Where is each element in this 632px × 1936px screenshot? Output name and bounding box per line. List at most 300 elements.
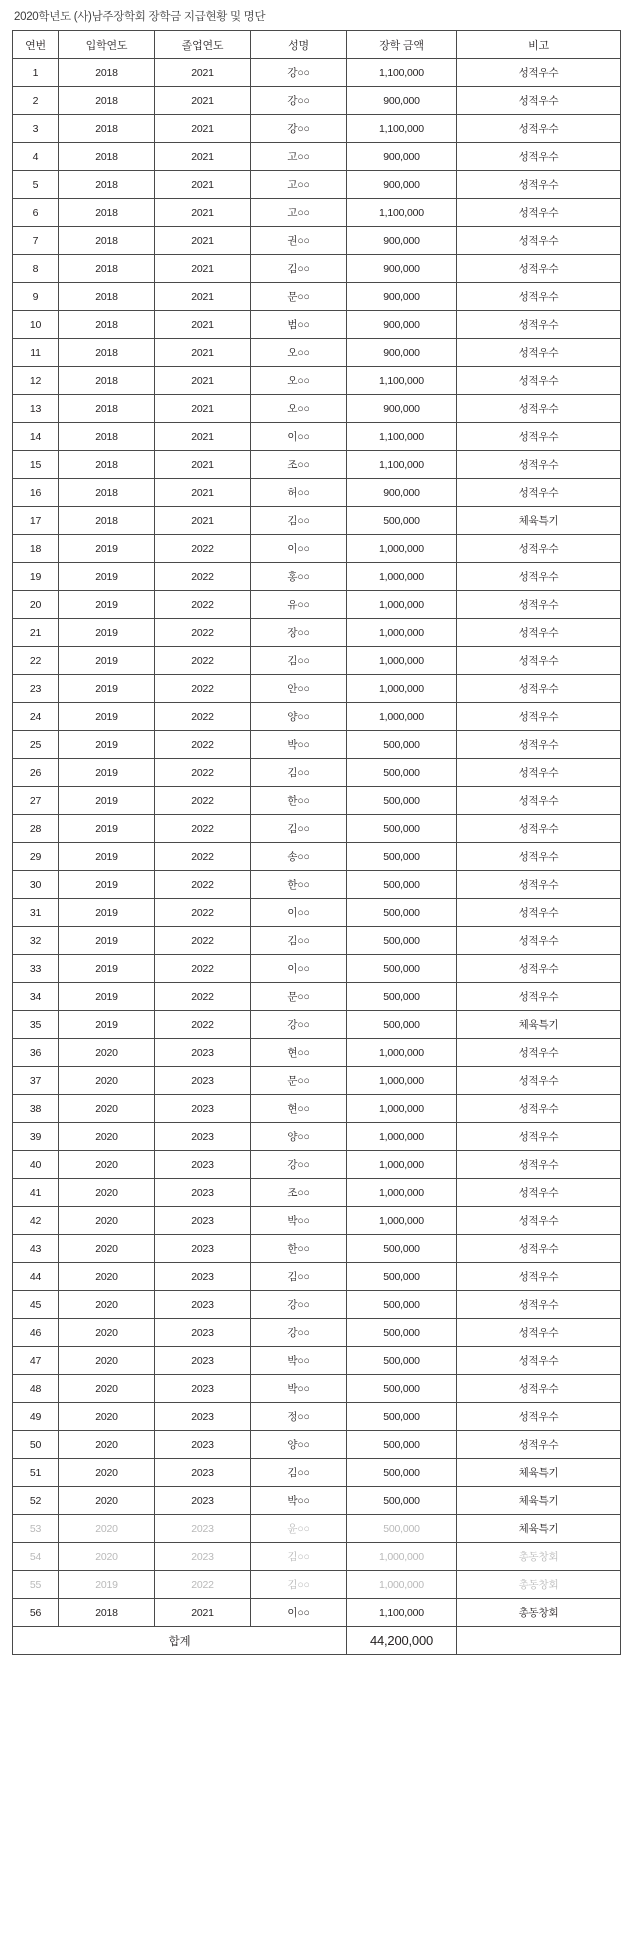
cell-graduation-year: 2023 bbox=[155, 1151, 251, 1179]
cell-no: 53 bbox=[13, 1515, 59, 1543]
cell-note: 성적우수 bbox=[457, 535, 621, 563]
total-row bbox=[13, 1627, 621, 1655]
cell-no: 36 bbox=[13, 1039, 59, 1067]
cell-no: 38 bbox=[13, 1095, 59, 1123]
scholarship-table bbox=[12, 30, 621, 1655]
column-header-name: 성명 bbox=[251, 31, 347, 59]
cell-amount: 500,000 bbox=[347, 1291, 457, 1319]
cell-name: 김○○ bbox=[251, 1571, 347, 1599]
cell-admission-year: 2019 bbox=[59, 563, 155, 591]
cell-note: 성적우수 bbox=[457, 647, 621, 675]
cell-admission-year: 2020 bbox=[59, 1095, 155, 1123]
cell-name: 강○○ bbox=[251, 115, 347, 143]
cell-graduation-year: 2021 bbox=[155, 59, 251, 87]
cell-note: 성적우수 bbox=[457, 1151, 621, 1179]
cell-note: 성적우수 bbox=[457, 451, 621, 479]
cell-note: 성적우수 bbox=[457, 311, 621, 339]
cell-no: 7 bbox=[13, 227, 59, 255]
cell-amount: 500,000 bbox=[347, 507, 457, 535]
cell-name: 양○○ bbox=[251, 1431, 347, 1459]
cell-amount: 500,000 bbox=[347, 815, 457, 843]
cell-no: 20 bbox=[13, 591, 59, 619]
cell-admission-year: 2020 bbox=[59, 1403, 155, 1431]
cell-graduation-year: 2023 bbox=[155, 1095, 251, 1123]
cell-no: 39 bbox=[13, 1123, 59, 1151]
table-row bbox=[13, 535, 621, 563]
cell-note: 성적우수 bbox=[457, 1319, 621, 1347]
table-row bbox=[13, 59, 621, 87]
cell-admission-year: 2020 bbox=[59, 1431, 155, 1459]
cell-admission-year: 2020 bbox=[59, 1543, 155, 1571]
cell-name: 오○○ bbox=[251, 395, 347, 423]
column-header-graduation-year: 졸업연도 bbox=[155, 31, 251, 59]
cell-graduation-year: 2022 bbox=[155, 983, 251, 1011]
cell-amount: 500,000 bbox=[347, 1319, 457, 1347]
cell-admission-year: 2020 bbox=[59, 1039, 155, 1067]
cell-amount: 500,000 bbox=[347, 759, 457, 787]
cell-admission-year: 2018 bbox=[59, 367, 155, 395]
cell-amount: 1,000,000 bbox=[347, 1151, 457, 1179]
cell-note: 체육특기 bbox=[457, 1459, 621, 1487]
cell-name: 유○○ bbox=[251, 591, 347, 619]
cell-admission-year: 2020 bbox=[59, 1067, 155, 1095]
cell-amount: 500,000 bbox=[347, 1263, 457, 1291]
cell-name: 이○○ bbox=[251, 423, 347, 451]
cell-no: 5 bbox=[13, 171, 59, 199]
cell-graduation-year: 2021 bbox=[155, 507, 251, 535]
cell-no: 37 bbox=[13, 1067, 59, 1095]
cell-no: 16 bbox=[13, 479, 59, 507]
table-row bbox=[13, 423, 621, 451]
page-title: 2020학년도 (사)남주장학회 장학금 지급현황 및 명단 bbox=[14, 11, 266, 23]
cell-amount: 500,000 bbox=[347, 1487, 457, 1515]
cell-note: 성적우수 bbox=[457, 1095, 621, 1123]
cell-admission-year: 2019 bbox=[59, 731, 155, 759]
cell-name: 박○○ bbox=[251, 1487, 347, 1515]
cell-note: 성적우수 bbox=[457, 927, 621, 955]
table-row bbox=[13, 927, 621, 955]
table-row bbox=[13, 899, 621, 927]
cell-no: 13 bbox=[13, 395, 59, 423]
cell-graduation-year: 2022 bbox=[155, 787, 251, 815]
cell-admission-year: 2019 bbox=[59, 703, 155, 731]
table-row bbox=[13, 591, 621, 619]
cell-amount: 500,000 bbox=[347, 1011, 457, 1039]
cell-note: 성적우수 bbox=[457, 787, 621, 815]
table-header-row bbox=[13, 31, 621, 59]
total-label: 합계 bbox=[13, 1627, 347, 1655]
cell-no: 54 bbox=[13, 1543, 59, 1571]
table-row bbox=[13, 1095, 621, 1123]
cell-note: 성적우수 bbox=[457, 1179, 621, 1207]
cell-amount: 1,000,000 bbox=[347, 1543, 457, 1571]
table-row bbox=[13, 283, 621, 311]
cell-admission-year: 2019 bbox=[59, 591, 155, 619]
cell-no: 29 bbox=[13, 843, 59, 871]
table-row bbox=[13, 1599, 621, 1627]
table-row bbox=[13, 1375, 621, 1403]
cell-name: 안○○ bbox=[251, 675, 347, 703]
cell-amount: 500,000 bbox=[347, 1515, 457, 1543]
cell-no: 34 bbox=[13, 983, 59, 1011]
cell-admission-year: 2020 bbox=[59, 1319, 155, 1347]
cell-admission-year: 2018 bbox=[59, 199, 155, 227]
table-row bbox=[13, 871, 621, 899]
cell-graduation-year: 2022 bbox=[155, 815, 251, 843]
cell-admission-year: 2018 bbox=[59, 283, 155, 311]
cell-name: 김○○ bbox=[251, 1543, 347, 1571]
cell-note: 성적우수 bbox=[457, 1263, 621, 1291]
cell-amount: 500,000 bbox=[347, 1375, 457, 1403]
cell-graduation-year: 2022 bbox=[155, 1011, 251, 1039]
cell-amount: 1,100,000 bbox=[347, 115, 457, 143]
cell-note: 성적우수 bbox=[457, 171, 621, 199]
table-row bbox=[13, 1403, 621, 1431]
cell-graduation-year: 2023 bbox=[155, 1487, 251, 1515]
table-row bbox=[13, 1123, 621, 1151]
cell-note: 성적우수 bbox=[457, 339, 621, 367]
cell-name: 김○○ bbox=[251, 507, 347, 535]
cell-graduation-year: 2021 bbox=[155, 115, 251, 143]
cell-no: 26 bbox=[13, 759, 59, 787]
cell-amount: 1,100,000 bbox=[347, 451, 457, 479]
cell-admission-year: 2019 bbox=[59, 815, 155, 843]
column-header-note: 비고 bbox=[457, 31, 621, 59]
cell-note: 성적우수 bbox=[457, 423, 621, 451]
cell-note: 성적우수 bbox=[457, 115, 621, 143]
cell-admission-year: 2018 bbox=[59, 339, 155, 367]
cell-note: 성적우수 bbox=[457, 227, 621, 255]
cell-no: 4 bbox=[13, 143, 59, 171]
cell-admission-year: 2019 bbox=[59, 535, 155, 563]
cell-no: 47 bbox=[13, 1347, 59, 1375]
cell-no: 22 bbox=[13, 647, 59, 675]
cell-note: 성적우수 bbox=[457, 983, 621, 1011]
cell-no: 50 bbox=[13, 1431, 59, 1459]
cell-graduation-year: 2022 bbox=[155, 731, 251, 759]
table-row bbox=[13, 1571, 621, 1599]
cell-no: 42 bbox=[13, 1207, 59, 1235]
cell-note: 성적우수 bbox=[457, 1347, 621, 1375]
cell-admission-year: 2018 bbox=[59, 311, 155, 339]
cell-admission-year: 2019 bbox=[59, 983, 155, 1011]
cell-amount: 900,000 bbox=[347, 143, 457, 171]
cell-admission-year: 2019 bbox=[59, 955, 155, 983]
cell-admission-year: 2018 bbox=[59, 507, 155, 535]
cell-name: 한○○ bbox=[251, 871, 347, 899]
table-row bbox=[13, 703, 621, 731]
cell-no: 11 bbox=[13, 339, 59, 367]
cell-name: 이○○ bbox=[251, 899, 347, 927]
cell-amount: 1,000,000 bbox=[347, 1039, 457, 1067]
cell-graduation-year: 2023 bbox=[155, 1123, 251, 1151]
column-header-no: 연번 bbox=[13, 31, 59, 59]
cell-note: 성적우수 bbox=[457, 955, 621, 983]
cell-admission-year: 2020 bbox=[59, 1235, 155, 1263]
cell-name: 김○○ bbox=[251, 815, 347, 843]
cell-amount: 900,000 bbox=[347, 395, 457, 423]
cell-admission-year: 2019 bbox=[59, 1011, 155, 1039]
cell-amount: 900,000 bbox=[347, 227, 457, 255]
cell-name: 박○○ bbox=[251, 1375, 347, 1403]
table-row bbox=[13, 395, 621, 423]
cell-amount: 900,000 bbox=[347, 87, 457, 115]
cell-name: 이○○ bbox=[251, 1599, 347, 1627]
cell-amount: 1,000,000 bbox=[347, 535, 457, 563]
table-row bbox=[13, 955, 621, 983]
cell-graduation-year: 2021 bbox=[155, 1599, 251, 1627]
cell-amount: 500,000 bbox=[347, 787, 457, 815]
cell-note: 성적우수 bbox=[457, 1291, 621, 1319]
cell-no: 44 bbox=[13, 1263, 59, 1291]
cell-name: 윤○○ bbox=[251, 1515, 347, 1543]
cell-admission-year: 2020 bbox=[59, 1207, 155, 1235]
cell-amount: 1,000,000 bbox=[347, 1179, 457, 1207]
cell-note: 성적우수 bbox=[457, 1403, 621, 1431]
cell-note: 성적우수 bbox=[457, 843, 621, 871]
total-note-blank bbox=[457, 1627, 621, 1655]
cell-name: 김○○ bbox=[251, 759, 347, 787]
cell-note: 성적우수 bbox=[457, 1235, 621, 1263]
cell-graduation-year: 2021 bbox=[155, 227, 251, 255]
cell-no: 2 bbox=[13, 87, 59, 115]
cell-note: 체육특기 bbox=[457, 1011, 621, 1039]
table-row bbox=[13, 143, 621, 171]
cell-no: 17 bbox=[13, 507, 59, 535]
cell-admission-year: 2019 bbox=[59, 787, 155, 815]
table-row bbox=[13, 227, 621, 255]
cell-admission-year: 2018 bbox=[59, 423, 155, 451]
cell-amount: 1,000,000 bbox=[347, 675, 457, 703]
cell-graduation-year: 2023 bbox=[155, 1403, 251, 1431]
cell-admission-year: 2018 bbox=[59, 1599, 155, 1627]
table-row bbox=[13, 1319, 621, 1347]
table-row bbox=[13, 367, 621, 395]
cell-graduation-year: 2021 bbox=[155, 87, 251, 115]
table-row bbox=[13, 255, 621, 283]
cell-note: 성적우수 bbox=[457, 143, 621, 171]
cell-name: 문○○ bbox=[251, 983, 347, 1011]
cell-graduation-year: 2022 bbox=[155, 1571, 251, 1599]
table-row bbox=[13, 1347, 621, 1375]
table-row bbox=[13, 843, 621, 871]
table-header bbox=[13, 31, 621, 59]
cell-admission-year: 2018 bbox=[59, 87, 155, 115]
cell-no: 46 bbox=[13, 1319, 59, 1347]
table-row bbox=[13, 647, 621, 675]
cell-amount: 900,000 bbox=[347, 283, 457, 311]
cell-amount: 1,000,000 bbox=[347, 619, 457, 647]
cell-amount: 500,000 bbox=[347, 731, 457, 759]
table-row bbox=[13, 171, 621, 199]
cell-amount: 500,000 bbox=[347, 927, 457, 955]
cell-amount: 900,000 bbox=[347, 479, 457, 507]
cell-no: 28 bbox=[13, 815, 59, 843]
cell-no: 31 bbox=[13, 899, 59, 927]
cell-admission-year: 2020 bbox=[59, 1347, 155, 1375]
cell-note: 성적우수 bbox=[457, 563, 621, 591]
cell-note: 총동창회 bbox=[457, 1543, 621, 1571]
cell-note: 성적우수 bbox=[457, 731, 621, 759]
cell-graduation-year: 2021 bbox=[155, 395, 251, 423]
cell-no: 52 bbox=[13, 1487, 59, 1515]
total-amount: 44,200,000 bbox=[347, 1627, 457, 1655]
cell-no: 41 bbox=[13, 1179, 59, 1207]
cell-no: 18 bbox=[13, 535, 59, 563]
cell-graduation-year: 2021 bbox=[155, 143, 251, 171]
table-row bbox=[13, 1067, 621, 1095]
cell-note: 성적우수 bbox=[457, 283, 621, 311]
cell-name: 송○○ bbox=[251, 843, 347, 871]
cell-note: 성적우수 bbox=[457, 1207, 621, 1235]
cell-name: 김○○ bbox=[251, 255, 347, 283]
cell-admission-year: 2019 bbox=[59, 843, 155, 871]
cell-admission-year: 2020 bbox=[59, 1179, 155, 1207]
column-header-amount: 장학 금액 bbox=[347, 31, 457, 59]
cell-amount: 900,000 bbox=[347, 255, 457, 283]
cell-amount: 500,000 bbox=[347, 955, 457, 983]
cell-note: 성적우수 bbox=[457, 255, 621, 283]
cell-name: 강○○ bbox=[251, 1319, 347, 1347]
cell-no: 32 bbox=[13, 927, 59, 955]
cell-note: 성적우수 bbox=[457, 87, 621, 115]
cell-name: 양○○ bbox=[251, 1123, 347, 1151]
cell-no: 56 bbox=[13, 1599, 59, 1627]
cell-admission-year: 2020 bbox=[59, 1487, 155, 1515]
cell-note: 성적우수 bbox=[457, 871, 621, 899]
cell-name: 박○○ bbox=[251, 1347, 347, 1375]
table-row bbox=[13, 1235, 621, 1263]
table-row bbox=[13, 759, 621, 787]
cell-no: 51 bbox=[13, 1459, 59, 1487]
cell-note: 성적우수 bbox=[457, 59, 621, 87]
table-row bbox=[13, 451, 621, 479]
cell-amount: 500,000 bbox=[347, 1431, 457, 1459]
cell-amount: 1,000,000 bbox=[347, 647, 457, 675]
table-row bbox=[13, 1431, 621, 1459]
cell-name: 장○○ bbox=[251, 619, 347, 647]
cell-amount: 900,000 bbox=[347, 339, 457, 367]
cell-graduation-year: 2023 bbox=[155, 1459, 251, 1487]
table-row bbox=[13, 479, 621, 507]
table-row bbox=[13, 1011, 621, 1039]
cell-admission-year: 2020 bbox=[59, 1151, 155, 1179]
cell-name: 조○○ bbox=[251, 1179, 347, 1207]
cell-name: 문○○ bbox=[251, 1067, 347, 1095]
cell-admission-year: 2019 bbox=[59, 899, 155, 927]
cell-graduation-year: 2023 bbox=[155, 1375, 251, 1403]
cell-name: 이○○ bbox=[251, 955, 347, 983]
cell-graduation-year: 2022 bbox=[155, 647, 251, 675]
cell-graduation-year: 2021 bbox=[155, 283, 251, 311]
cell-name: 현○○ bbox=[251, 1095, 347, 1123]
cell-graduation-year: 2021 bbox=[155, 199, 251, 227]
cell-name: 오○○ bbox=[251, 367, 347, 395]
cell-no: 6 bbox=[13, 199, 59, 227]
cell-name: 권○○ bbox=[251, 227, 347, 255]
cell-graduation-year: 2023 bbox=[155, 1515, 251, 1543]
table-row bbox=[13, 1459, 621, 1487]
cell-graduation-year: 2023 bbox=[155, 1431, 251, 1459]
cell-no: 24 bbox=[13, 703, 59, 731]
cell-graduation-year: 2023 bbox=[155, 1319, 251, 1347]
table-body bbox=[13, 59, 621, 1627]
cell-graduation-year: 2023 bbox=[155, 1235, 251, 1263]
cell-note: 성적우수 bbox=[457, 479, 621, 507]
cell-admission-year: 2018 bbox=[59, 451, 155, 479]
cell-no: 45 bbox=[13, 1291, 59, 1319]
cell-note: 성적우수 bbox=[457, 1123, 621, 1151]
cell-admission-year: 2018 bbox=[59, 59, 155, 87]
cell-name: 고○○ bbox=[251, 199, 347, 227]
cell-graduation-year: 2021 bbox=[155, 255, 251, 283]
cell-note: 총동창회 bbox=[457, 1571, 621, 1599]
cell-graduation-year: 2023 bbox=[155, 1067, 251, 1095]
cell-admission-year: 2019 bbox=[59, 619, 155, 647]
cell-note: 성적우수 bbox=[457, 1375, 621, 1403]
cell-amount: 500,000 bbox=[347, 1459, 457, 1487]
cell-name: 이○○ bbox=[251, 535, 347, 563]
cell-amount: 1,000,000 bbox=[347, 1067, 457, 1095]
cell-name: 박○○ bbox=[251, 731, 347, 759]
table-row bbox=[13, 731, 621, 759]
cell-name: 강○○ bbox=[251, 1291, 347, 1319]
cell-name: 박○○ bbox=[251, 1207, 347, 1235]
cell-graduation-year: 2021 bbox=[155, 339, 251, 367]
cell-name: 강○○ bbox=[251, 59, 347, 87]
cell-name: 조○○ bbox=[251, 451, 347, 479]
cell-name: 범○○ bbox=[251, 311, 347, 339]
cell-admission-year: 2020 bbox=[59, 1263, 155, 1291]
cell-note: 체육특기 bbox=[457, 1487, 621, 1515]
cell-no: 43 bbox=[13, 1235, 59, 1263]
cell-amount: 900,000 bbox=[347, 311, 457, 339]
cell-no: 10 bbox=[13, 311, 59, 339]
cell-no: 12 bbox=[13, 367, 59, 395]
cell-graduation-year: 2022 bbox=[155, 703, 251, 731]
cell-name: 양○○ bbox=[251, 703, 347, 731]
table-row bbox=[13, 1263, 621, 1291]
cell-note: 성적우수 bbox=[457, 815, 621, 843]
cell-no: 40 bbox=[13, 1151, 59, 1179]
table-row bbox=[13, 115, 621, 143]
cell-amount: 1,000,000 bbox=[347, 703, 457, 731]
cell-graduation-year: 2021 bbox=[155, 451, 251, 479]
cell-no: 25 bbox=[13, 731, 59, 759]
cell-amount: 500,000 bbox=[347, 983, 457, 1011]
table-row bbox=[13, 1207, 621, 1235]
cell-name: 정○○ bbox=[251, 1403, 347, 1431]
cell-graduation-year: 2022 bbox=[155, 619, 251, 647]
cell-note: 성적우수 bbox=[457, 199, 621, 227]
cell-no: 1 bbox=[13, 59, 59, 87]
cell-amount: 1,000,000 bbox=[347, 1123, 457, 1151]
cell-admission-year: 2019 bbox=[59, 871, 155, 899]
cell-graduation-year: 2022 bbox=[155, 843, 251, 871]
cell-amount: 900,000 bbox=[347, 171, 457, 199]
cell-note: 성적우수 bbox=[457, 1431, 621, 1459]
cell-graduation-year: 2021 bbox=[155, 367, 251, 395]
cell-graduation-year: 2023 bbox=[155, 1347, 251, 1375]
cell-note: 성적우수 bbox=[457, 619, 621, 647]
cell-amount: 500,000 bbox=[347, 871, 457, 899]
cell-no: 49 bbox=[13, 1403, 59, 1431]
cell-admission-year: 2018 bbox=[59, 115, 155, 143]
cell-name: 김○○ bbox=[251, 927, 347, 955]
cell-admission-year: 2020 bbox=[59, 1515, 155, 1543]
cell-graduation-year: 2022 bbox=[155, 535, 251, 563]
cell-admission-year: 2019 bbox=[59, 675, 155, 703]
